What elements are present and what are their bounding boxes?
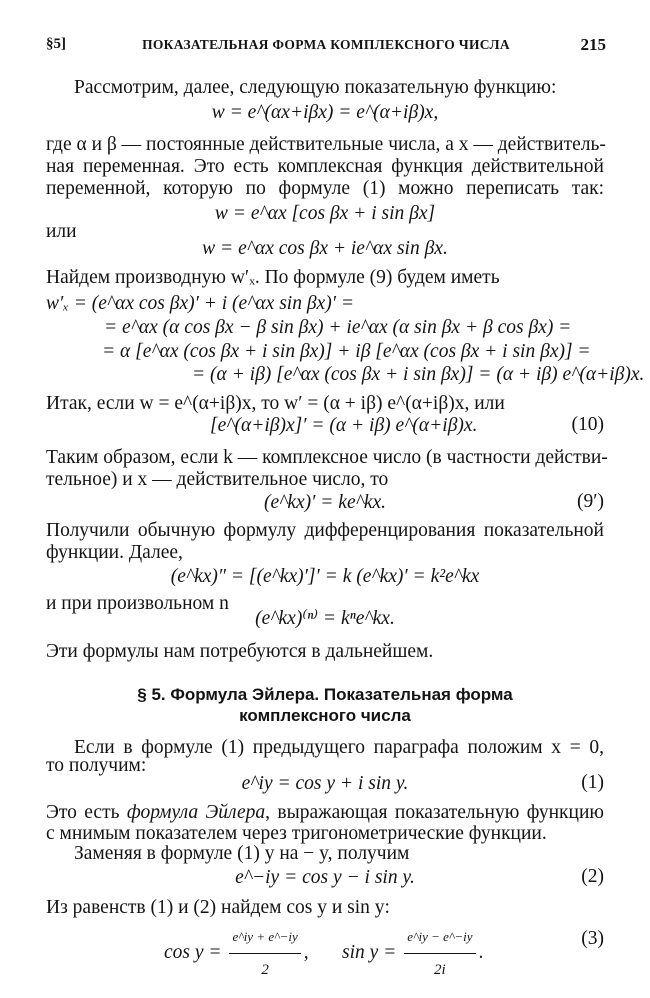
formula-cos: cos y = $\frac{e\^{}iy + e\^{}-iy}{2}$ ,	[164, 922, 604, 985]
formula: (e^kx)′ = ke^kx.	[263, 492, 387, 513]
formula: = (α + iβ) [e^αx (cos βx + i sin βx)] = (α + iβ) e^(α+iβ)x.	[192, 364, 645, 385]
formula: [e^(α+iβ)x]′ = (α + iβ) e^(α+iβ)x.	[210, 415, 478, 436]
equation-number: (9′)	[576, 491, 604, 512]
text-line: Итак, если w = e^(α+iβ)x, то w′ = (α + iβ) e^(α+iβ)x, или	[46, 393, 505, 414]
header-title: ПОКАЗАТЕЛЬНАЯ ФОРМА КОМПЛЕКСНОГО ЧИСЛА	[142, 37, 510, 52]
text-line: и при произвольном n	[46, 593, 229, 614]
section-heading: § 5. Формула Эйлера. Показательная форма	[137, 685, 513, 704]
formula: = e^αx (α cos βx − β sin βx) + ie^αx (α sin βx + β cos βx) =	[104, 317, 572, 338]
text-line: Рассмотрим, далее, следующую показательную функцию:	[74, 77, 557, 98]
text-line: Эти формулы нам потребуются в дальнейшем.	[46, 641, 434, 662]
header-section-mark: §5]	[46, 36, 66, 52]
formula: w = e^αx [cos βx + i sin βx]	[214, 203, 436, 224]
formula: e^−iy = cos y − i sin y.	[235, 867, 415, 888]
text-line: где α и β — постоянные действительные числа, а x — действитель-	[46, 134, 606, 155]
formula-sin: sin y = $\frac{e\^{}iy - e\^{}-iy}{2i}$ .	[342, 922, 604, 985]
text-line: Заменяя в формуле (1) y на − y, получим	[74, 843, 410, 864]
text-line: Таким образом, если k — комплексное число (в частности действи-	[46, 447, 608, 468]
text-line: переменной, которую по формуле (1) можно переписать так:	[46, 178, 604, 199]
formula: w′ₓ = (e^αx cos βx)′ + i (e^αx sin βx)′ =	[46, 293, 354, 314]
running-header	[46, 36, 606, 60]
text-line: с мнимым показателем через тригонометрические функции.	[46, 823, 547, 844]
formula: = α [e^αx (cos βx + i sin βx)] + iβ [e^αx (cos βx + i sin βx)] =	[102, 341, 591, 362]
text-line: Если в формуле (1) предыдущего параграфа положим x = 0,	[74, 737, 604, 758]
formula: e^iy = cos y + i sin y.	[241, 773, 409, 794]
formula: (e^kx)″ = [(e^kx)′]′ = k (e^kx)′ = k²e^kx	[170, 566, 480, 587]
equation-number: (1)	[581, 772, 604, 793]
text-line: функции. Далее,	[46, 542, 183, 563]
section-heading: комплексного числа	[239, 706, 411, 725]
equation-number: (3)	[581, 928, 604, 949]
text-line: Найдем производную w′ₓ. По формуле (9) будем иметь	[46, 267, 500, 288]
text-line: Получили обычную формулу дифференцирования показательной	[46, 520, 604, 541]
text-line: ная переменная. Это есть комплексная функция действительной	[46, 156, 604, 177]
text-line: Из равенств (1) и (2) найдем cos y и sin y:	[46, 897, 390, 918]
text-line: то получим:	[46, 755, 147, 776]
formula: (e^kx)⁽ⁿ⁾ = kⁿe^kx.	[255, 608, 395, 629]
formula: w = e^αx cos βx + ie^αx sin βx.	[202, 238, 448, 259]
page-number: 215	[580, 35, 606, 54]
text-line: или	[46, 221, 77, 242]
text-line: тельное) и x — действительное число, то	[46, 469, 389, 490]
equation-number: (10)	[571, 414, 604, 435]
equation-number: (2)	[581, 866, 604, 887]
formula: w = e^(αx+iβx) = e^(α+iβ)x,	[211, 102, 439, 123]
text-line: Это есть формула Эйлера, выражающая показательную функцию	[46, 802, 604, 823]
